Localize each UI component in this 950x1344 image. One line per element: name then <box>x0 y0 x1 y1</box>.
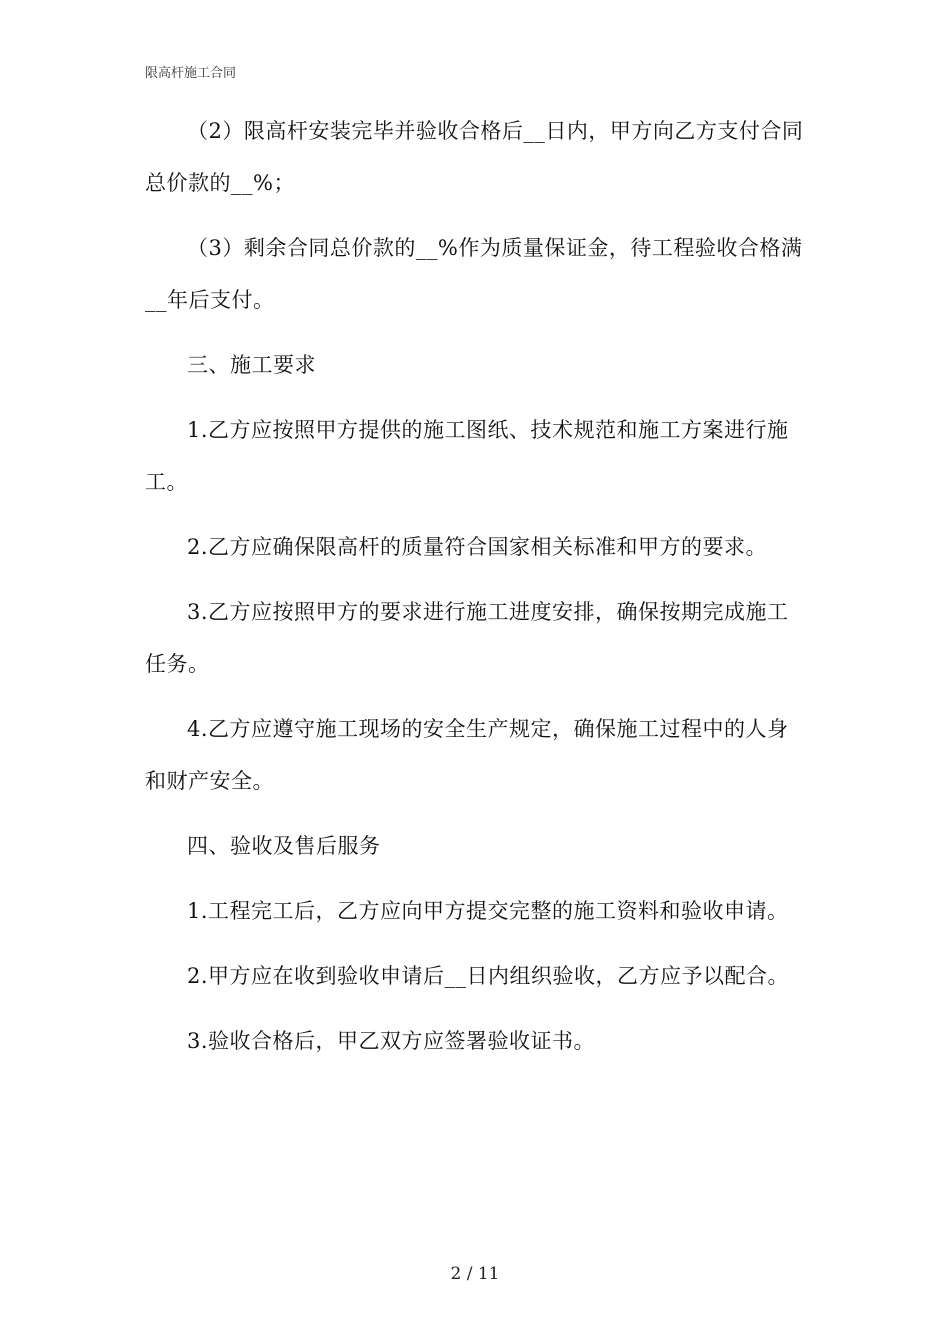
page-number: 2 / 11 <box>450 1264 500 1284</box>
section-heading-construction-requirements: 三、施工要求 <box>187 353 316 377</box>
construction-clause-4: 4.乙方应遵守施工现场的安全生产规定，确保施工过程中的人身和财产安全。 <box>145 717 789 793</box>
section-heading-acceptance-service: 四、验收及售后服务 <box>187 834 381 858</box>
payment-clause-3: （3）剩余合同总价款的__%作为质量保证金，待工程验收合格满__年后支付。 <box>145 236 803 312</box>
construction-clause-3: 3.乙方应按照甲方的要求进行施工进度安排，确保按期完成施工任务。 <box>145 600 789 676</box>
acceptance-clause-1: 1.工程完工后，乙方应向甲方提交完整的施工资料和验收申请。 <box>187 899 789 923</box>
construction-clause-2: 2.乙方应确保限高杆的质量符合国家相关标准和甲方的要求。 <box>187 535 768 559</box>
construction-clause-1: 1.乙方应按照甲方提供的施工图纸、技术规范和施工方案进行施工。 <box>145 418 789 494</box>
acceptance-clause-3: 3.验收合格后，甲乙双方应签署验收证书。 <box>187 1029 596 1053</box>
acceptance-clause-2: 2.甲方应在收到验收申请后__日内组织验收，乙方应予以配合。 <box>187 964 790 988</box>
payment-clause-2: （2）限高杆安装完毕并验收合格后__日内，甲方向乙方支付合同总价款的__%； <box>145 119 804 195</box>
document-body <box>145 105 805 1080</box>
page-header-title: 限高杆施工合同 <box>145 66 237 81</box>
